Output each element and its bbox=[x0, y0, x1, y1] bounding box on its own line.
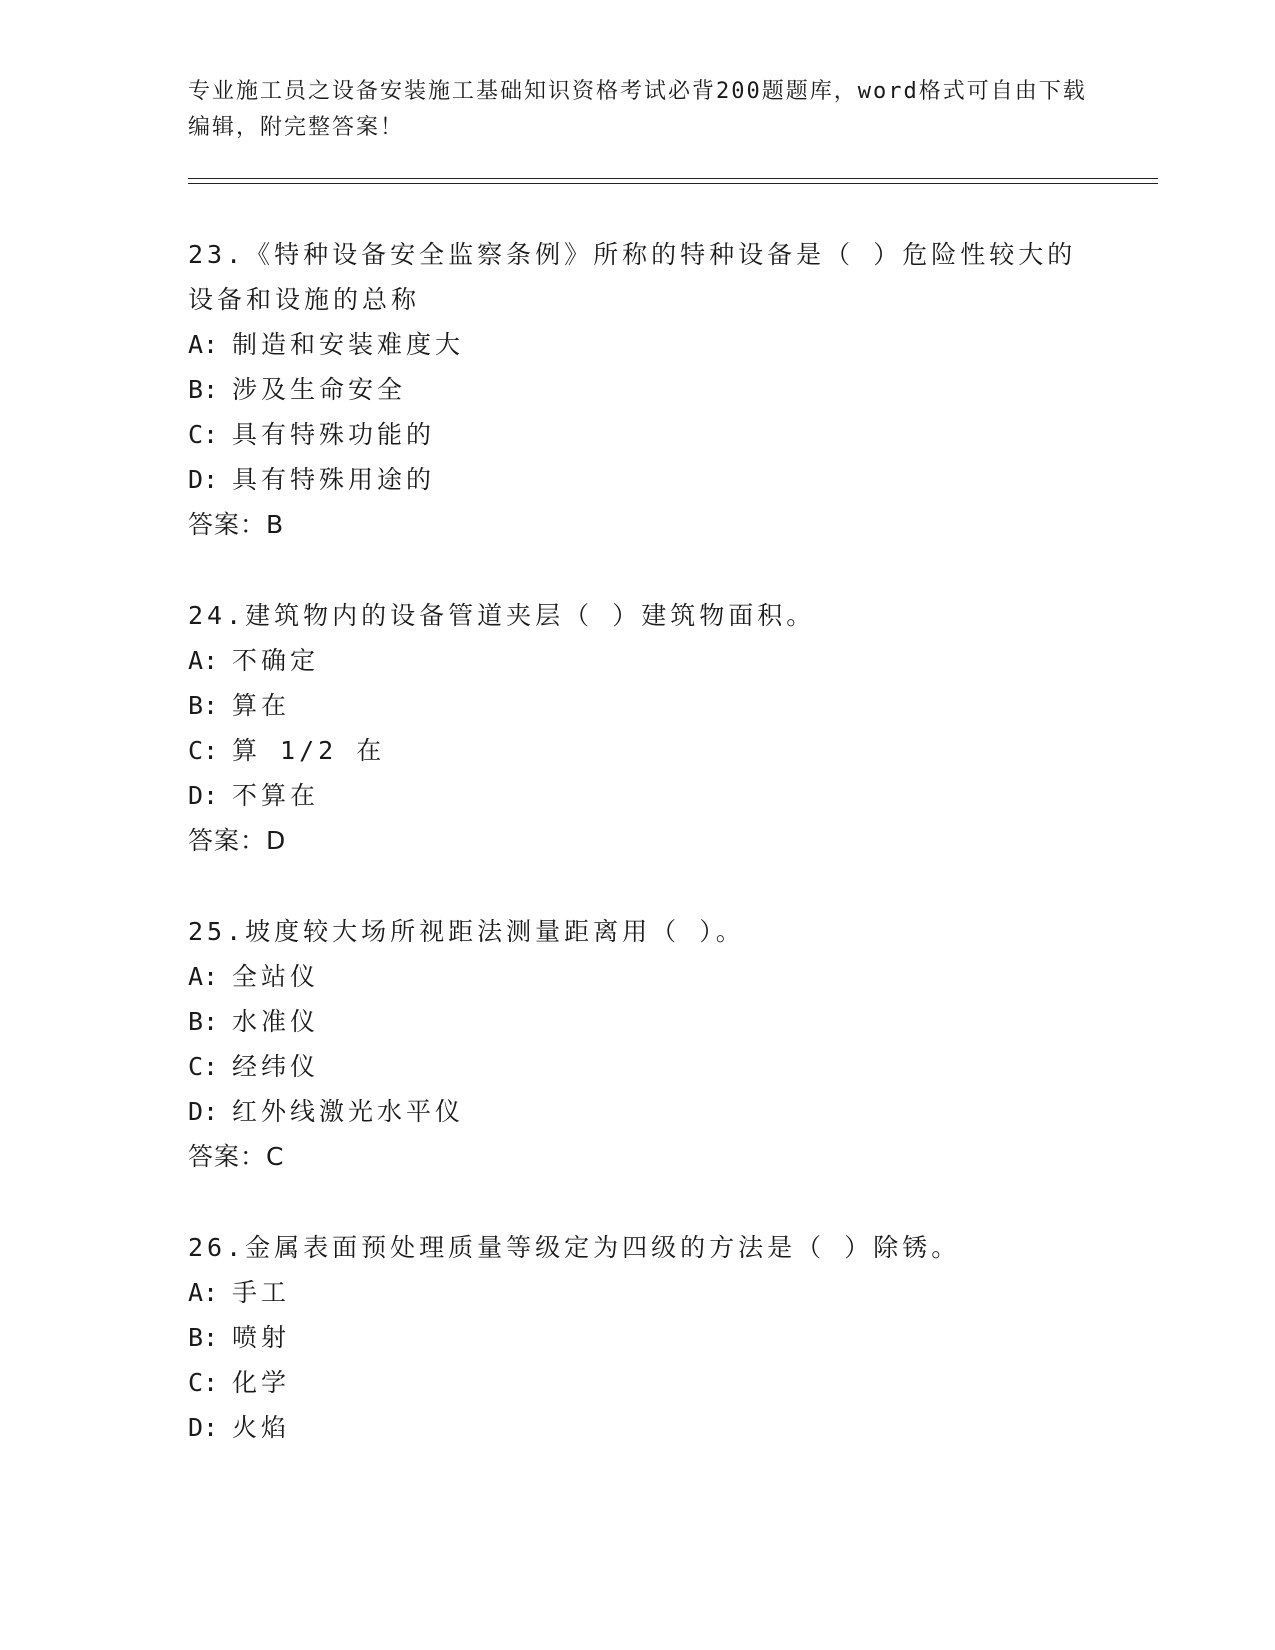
option-letter: C: bbox=[188, 420, 219, 449]
option-letter: A: bbox=[188, 962, 219, 991]
option-letter: B: bbox=[188, 375, 219, 404]
option-letter: B: bbox=[188, 691, 219, 720]
option-text: 红外线激光水平仪 bbox=[232, 1097, 465, 1126]
option-text: 水准仪 bbox=[232, 1007, 320, 1036]
option-letter: A: bbox=[188, 330, 219, 359]
option-b bbox=[188, 367, 1088, 412]
option-text: 算在 bbox=[232, 691, 291, 720]
option-d bbox=[188, 1405, 1088, 1450]
question-stem: 25.坡度较大场所视距法测量距离用（ ）。 bbox=[188, 917, 745, 946]
option-b bbox=[188, 1315, 1088, 1360]
option-letter: A: bbox=[188, 646, 219, 675]
option-text: 制造和安装难度大 bbox=[232, 330, 465, 359]
header-divider-top bbox=[188, 178, 1158, 179]
option-text: 化学 bbox=[232, 1368, 291, 1397]
option-d bbox=[188, 1089, 1088, 1134]
option-a bbox=[188, 1270, 1088, 1315]
answer-line: 答案：C bbox=[188, 1142, 285, 1171]
option-letter: B: bbox=[188, 1323, 219, 1352]
option-a bbox=[188, 638, 1088, 683]
answer-line: 答案：B bbox=[188, 510, 285, 539]
option-text: 具有特殊功能的 bbox=[232, 420, 436, 449]
option-c bbox=[188, 728, 1088, 773]
option-text: 具有特殊用途的 bbox=[232, 465, 436, 494]
option-letter: C: bbox=[188, 1368, 219, 1397]
option-a bbox=[188, 322, 1088, 367]
option-letter: D: bbox=[188, 1413, 219, 1442]
option-text: 火焰 bbox=[232, 1413, 291, 1442]
option-b bbox=[188, 999, 1088, 1044]
option-text: 全站仪 bbox=[232, 962, 320, 991]
question-24 bbox=[188, 593, 1088, 864]
question-26 bbox=[188, 1225, 1088, 1450]
option-letter: D: bbox=[188, 1097, 219, 1126]
option-c bbox=[188, 1360, 1088, 1405]
option-text: 经纬仪 bbox=[232, 1052, 320, 1081]
option-d bbox=[188, 457, 1088, 502]
option-c bbox=[188, 1044, 1088, 1089]
header-divider-bottom bbox=[188, 183, 1158, 184]
option-letter: D: bbox=[188, 781, 219, 810]
option-text: 不算在 bbox=[232, 781, 320, 810]
option-letter: C: bbox=[188, 1052, 219, 1081]
option-text: 喷射 bbox=[232, 1323, 291, 1352]
question-stem: 26.金属表面预处理质量等级定为四级的方法是（ ）除锈。 bbox=[188, 1233, 961, 1262]
option-letter: B: bbox=[188, 1007, 219, 1036]
answer-line: 答案：D bbox=[188, 826, 287, 855]
question-25 bbox=[188, 909, 1088, 1180]
question-23 bbox=[188, 232, 1088, 548]
option-letter: D: bbox=[188, 465, 219, 494]
document-header: 专业施工员之设备安装施工基础知识资格考试必背200题题库，word格式可自由下载编辑，附完整答案！ bbox=[188, 79, 1087, 140]
option-d bbox=[188, 773, 1088, 818]
option-b bbox=[188, 683, 1088, 728]
option-text: 手工 bbox=[232, 1278, 291, 1307]
option-text: 算 1/2 在 bbox=[232, 736, 386, 765]
option-a bbox=[188, 954, 1088, 999]
option-text: 涉及生命安全 bbox=[232, 375, 407, 404]
option-letter: A: bbox=[188, 1278, 219, 1307]
option-c bbox=[188, 412, 1088, 457]
question-stem: 24.建筑物内的设备管道夹层（ ）建筑物面积。 bbox=[188, 601, 816, 630]
question-stem: 23.《特种设备安全监察条例》所称的特种设备是（ ）危险性较大的设备和设施的总称 bbox=[188, 240, 1077, 314]
option-letter: C: bbox=[188, 736, 219, 765]
option-text: 不确定 bbox=[232, 646, 320, 675]
question-list bbox=[188, 232, 1088, 1495]
